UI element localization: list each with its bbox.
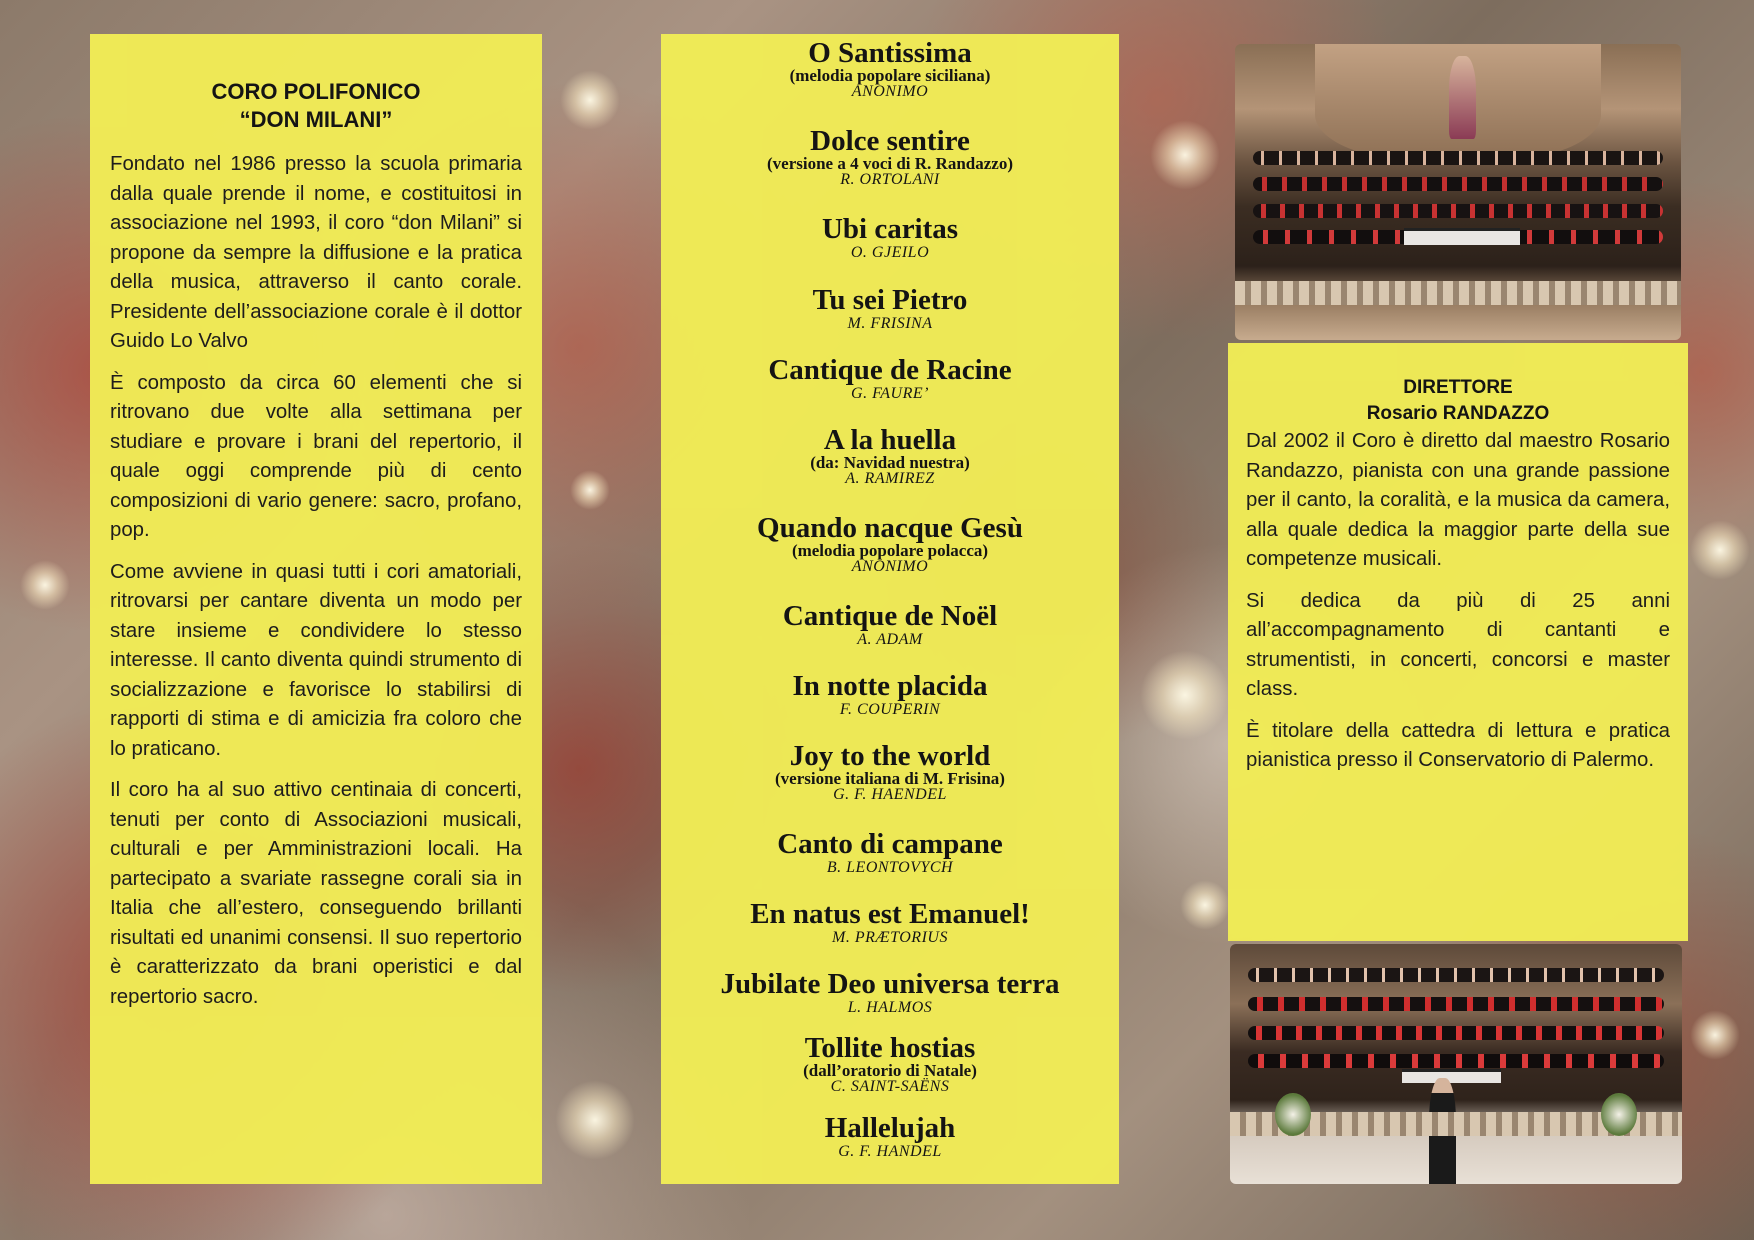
choir-singers-row xyxy=(1253,204,1663,218)
song-author: L. HALMOS xyxy=(847,999,933,1016)
program-item xyxy=(661,126,1119,214)
song-title: Tollite hostias xyxy=(804,1032,976,1064)
bokeh-light xyxy=(1690,520,1750,580)
song-note: (versione a 4 voci di R. Randazzo) xyxy=(766,154,1013,173)
song-author: B. LEONTOVYCH xyxy=(826,859,954,876)
program-item xyxy=(661,513,1119,601)
piano xyxy=(1404,228,1520,246)
choir-photo-church xyxy=(1235,44,1681,340)
choir-title-line2: “DON MILANI” xyxy=(239,107,393,132)
program-item xyxy=(661,425,1119,513)
director-title-line1: DIRETTORE xyxy=(1403,377,1513,398)
bokeh-light xyxy=(555,1080,635,1160)
song-note: (dall’oratorio di Natale) xyxy=(803,1061,977,1080)
choir-title-line1: CORO POLIFONICO xyxy=(211,79,421,104)
balustrade xyxy=(1235,281,1681,305)
choir-paragraph: È composto da circa 60 elementi che si ritrovano due volte alla settimana per studiare e provare i brani del repertorio, il quale oggi comprende più di cento composizioni di vario genere: sacro, profano, pop. xyxy=(110,371,522,541)
song-title: In notte placida xyxy=(792,670,988,702)
bokeh-light xyxy=(1150,120,1220,190)
song-author: G. F. HANDEL xyxy=(838,1143,942,1160)
bokeh-light xyxy=(1140,650,1230,740)
choir-paragraph: Il coro ha al suo attivo centinaia di concerti, tenuti per conto di Associazioni musicali, culturali e per Amministrazioni locali. Ha partecipato a svariate rassegne corali sia in Italia che all’estero, conseguendo brillanti risultati ed unanimi consensi. Il suo repertorio è caratterizzato da brani operistici e dal repertorio sacro. xyxy=(110,779,522,1008)
choir-title xyxy=(110,78,522,134)
program-item xyxy=(661,969,1119,1033)
song-title: A la huella xyxy=(823,424,957,456)
program-item xyxy=(661,38,1119,126)
song-author: G. F. HAENDEL xyxy=(833,786,947,803)
program-panel xyxy=(661,34,1119,1184)
program-item xyxy=(661,601,1119,671)
program-item xyxy=(661,1033,1119,1113)
song-author: A. RAMIREZ xyxy=(845,470,935,487)
choir-singers-row xyxy=(1253,151,1663,165)
program-item xyxy=(661,671,1119,741)
bokeh-light xyxy=(560,70,620,130)
choir-paragraph: Fondato nel 1986 presso la scuola primaria dalla quale prende il nome, e costituitosi in associazione nel 1993, il coro “don Milani” si propone da sempre la diffusione e la pratica della musica, attraverso il canto corale. Presidente dell’associazione corale è il dottor Guido Lo Valvo xyxy=(110,153,522,352)
song-author: O. GJEILO xyxy=(850,244,930,261)
song-author: R. ORTOLANI xyxy=(840,171,940,188)
program-item xyxy=(661,214,1119,285)
director-paragraph: Si dedica da più di 25 anni all’accompagnamento di cantanti e strumentisti, in concerti, concorsi e master class. xyxy=(1246,589,1670,700)
song-author: M. FRISINA xyxy=(847,315,933,332)
director-panel xyxy=(1228,343,1688,941)
song-author: G. FAURE’ xyxy=(851,385,929,402)
program-item xyxy=(661,829,1119,899)
song-title: Dolce sentire xyxy=(810,125,970,157)
song-title: O Santissima xyxy=(808,37,972,69)
song-title: Ubi caritas xyxy=(821,213,959,245)
song-title: Hallelujah xyxy=(824,1112,956,1144)
song-title: En natus est Emanuel! xyxy=(750,898,1030,930)
song-title: Canto di campane xyxy=(777,828,1003,860)
director-paragraph: È titolare della cattedra di lettura e pratica pianistica presso il Conservatorio di Palermo. xyxy=(1246,719,1670,771)
song-author: ANONIMO xyxy=(851,83,929,100)
choir-photo-concert xyxy=(1230,944,1682,1184)
program-item xyxy=(661,899,1119,969)
song-author: C. SAINT-SAËNS xyxy=(830,1078,950,1095)
bokeh-light xyxy=(20,560,70,610)
song-author: F. COUPERIN xyxy=(839,701,941,718)
song-author: A. ADAM xyxy=(857,631,923,648)
keyboard xyxy=(1402,1069,1501,1083)
choir-paragraph: Come avviene in quasi tutti i cori amatoriali, ritrovarsi per cantare diventa un modo per stare insieme e condividere lo stesso interesse. Il canto diventa quindi strumento di socializzazione e favorisce lo stabilirsi di rapporti di stima e di amicizia fra coloro che lo praticano. xyxy=(110,560,522,760)
flower-arrangement xyxy=(1601,1093,1637,1136)
choir-singers-row xyxy=(1248,968,1664,982)
bokeh-light xyxy=(570,470,610,510)
statue-figure xyxy=(1449,56,1476,139)
choir-singers-row xyxy=(1248,1054,1664,1068)
program-item xyxy=(661,285,1119,355)
program-item xyxy=(661,741,1119,829)
song-author: ANONIMO xyxy=(851,558,929,575)
song-title: Joy to the world xyxy=(789,740,991,772)
song-note: (da: Navidad nuestra) xyxy=(810,453,970,472)
choir-info-panel xyxy=(90,34,542,1184)
song-title: Tu sei Pietro xyxy=(812,284,968,316)
choir-singers-row xyxy=(1253,177,1663,191)
bokeh-light xyxy=(1690,1010,1740,1060)
director-paragraph: Dal 2002 il Coro è diretto dal maestro Rosario Randazzo, pianista con una grande passione per il canto, la coralità, e la musica da camera, alla quale dedica la maggior parte della sue competenze musicali. xyxy=(1246,430,1670,570)
song-note: (melodia popolare siciliana) xyxy=(789,66,991,85)
song-title: Cantique de Noël xyxy=(782,600,998,632)
song-note: (melodia popolare polacca) xyxy=(791,541,989,560)
song-author: M. PRÆTORIUS xyxy=(832,929,948,946)
program-item xyxy=(661,1113,1119,1169)
choir-singers-row xyxy=(1248,997,1664,1011)
song-title: Quando nacque Gesù xyxy=(757,512,1023,544)
song-title: Cantique de Racine xyxy=(768,354,1012,386)
program-item xyxy=(661,355,1119,425)
song-title: Jubilate Deo universa terra xyxy=(720,968,1060,1000)
song-note: (versione italiana di M. Frisina) xyxy=(775,769,1005,788)
choir-singers-row xyxy=(1248,1026,1664,1040)
director-title-line2: Rosario RANDAZZO xyxy=(1366,403,1550,424)
director-title xyxy=(1246,375,1670,427)
bokeh-light xyxy=(1180,880,1230,930)
